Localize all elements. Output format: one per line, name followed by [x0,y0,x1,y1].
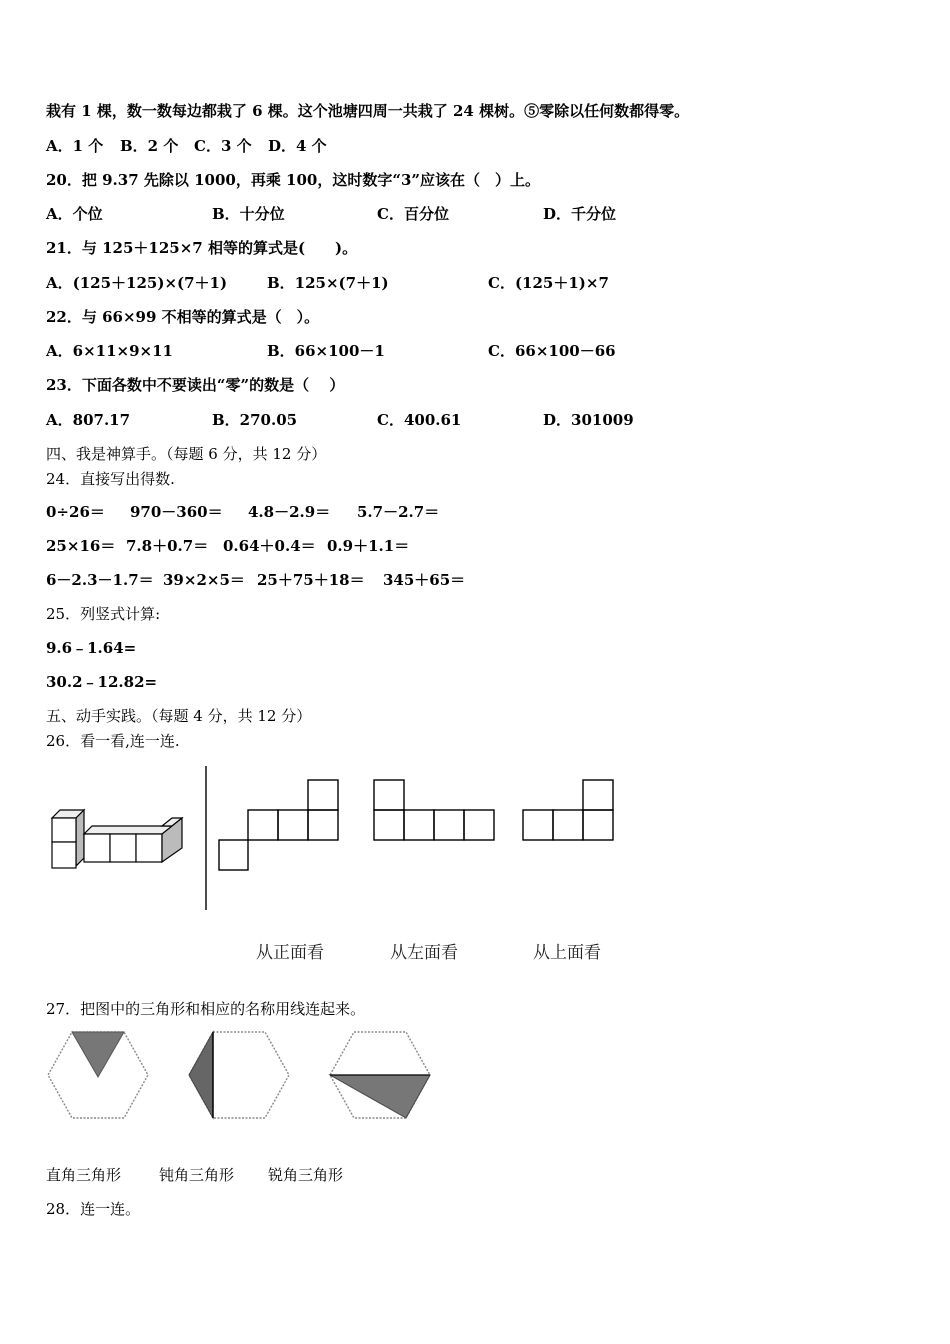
q19-option-d[interactable]: D．4 个 [268,137,327,155]
q27-name-obtuse-triangle[interactable]: 钝角三角形 [159,1166,235,1184]
q19-continuation: 栽有 1 棵，数一数每边都栽了 6 棵。这个池塘四周一共栽了 24 棵树。⑤零除以任何数都得零。 [46,102,690,120]
q23-option-a[interactable]: A．807.17 [46,411,131,429]
q28-stem: 28．连一连。 [46,1200,141,1218]
section4-title: 四、我是神算手。（每题 6 分，共 12 分） [46,445,327,463]
view-label-front[interactable]: 从正面看 [256,943,324,963]
q19-option-b[interactable]: B．2 个 [120,137,179,155]
q24-r1-c4: 5.7－2.7＝ [357,503,440,521]
q21-option-b[interactable]: B．125×(7＋1) [267,274,389,292]
q27-hexagon-obtuse [328,1030,432,1120]
view-label-left[interactable]: 从左面看 [390,943,458,963]
q26-view-front [218,779,340,871]
q20-option-a[interactable]: A．个位 [46,205,103,223]
q27-name-acute-triangle[interactable]: 锐角三角形 [268,1166,344,1184]
q24-r3-c2: 39×2×5＝ [163,571,245,589]
q23-stem: 23．下面各数中不要读出“零”的数是（ ） [46,376,345,394]
q27-hexagon-acute [46,1030,150,1120]
q19-option-a[interactable]: A．1 个 [46,137,104,155]
q24-stem: 24．直接写出得数. [46,470,175,488]
q27-hexagon-right [187,1030,291,1120]
q22-option-a[interactable]: A．6×11×9×11 [46,342,173,360]
q26-view-top [522,779,615,842]
q25-item-1: 9.6﹣1.64= [46,639,137,657]
q24-r2-c2: 7.8＋0.7＝ [126,537,209,555]
q22-option-b[interactable]: B．66×100－1 [267,342,385,360]
q27-name-right-triangle[interactable]: 直角三角形 [46,1166,122,1184]
q26-stem: 26．看一看,连一连. [46,732,180,750]
q24-r2-c4: 0.9＋1.1＝ [327,537,410,555]
q20-option-b[interactable]: B．十分位 [212,205,285,223]
q23-option-b[interactable]: B．270.05 [212,411,298,429]
q24-r3-c1: 6－2.3－1.7＝ [46,571,154,589]
q24-r2-c3: 0.64＋0.4＝ [223,537,316,555]
q20-stem: 20．把 9.37 先除以 1000，再乘 100，这时数字“3”应该在（ ）上。 [46,171,541,189]
q24-r3-c4: 345＋65＝ [383,571,466,589]
q19-option-c[interactable]: C．3 个 [194,137,252,155]
q22-option-c[interactable]: C．66×100－66 [488,342,616,360]
q24-r3-c3: 25＋75＋18＝ [257,571,365,589]
q24-r1-c3: 4.8－2.9＝ [248,503,331,521]
section5-title: 五、动手实践。（每题 4 分，共 12 分） [46,707,312,725]
q27-stem: 27．把图中的三角形和相应的名称用线连起来。 [46,1000,366,1018]
q24-r1-c2: 970－360＝ [130,503,223,521]
q21-option-c[interactable]: C．(125＋1)×7 [488,274,609,292]
q25-stem: 25．列竖式计算: [46,605,161,623]
q24-r2-c1: 25×16＝ [46,537,116,555]
q24-r1-c1: 0÷26＝ [46,503,105,521]
view-label-top[interactable]: 从上面看 [533,943,601,963]
q20-option-c[interactable]: C．百分位 [377,205,449,223]
q22-stem: 22．与 66×99 不相等的算式是（ ）。 [46,308,320,326]
q20-option-d[interactable]: D．千分位 [543,205,617,223]
q26-cube-figure [44,800,189,880]
q23-option-d[interactable]: D．301009 [543,411,634,429]
q25-item-2: 30.2﹣12.82= [46,673,158,691]
q21-option-a[interactable]: A．(125＋125)×(7＋1) [46,274,228,292]
q21-stem: 21．与 125＋125×7 相等的算式是( )。 [46,239,358,257]
q26-view-left [373,779,496,842]
q26-divider [204,766,208,910]
q23-option-c[interactable]: C．400.61 [377,411,462,429]
